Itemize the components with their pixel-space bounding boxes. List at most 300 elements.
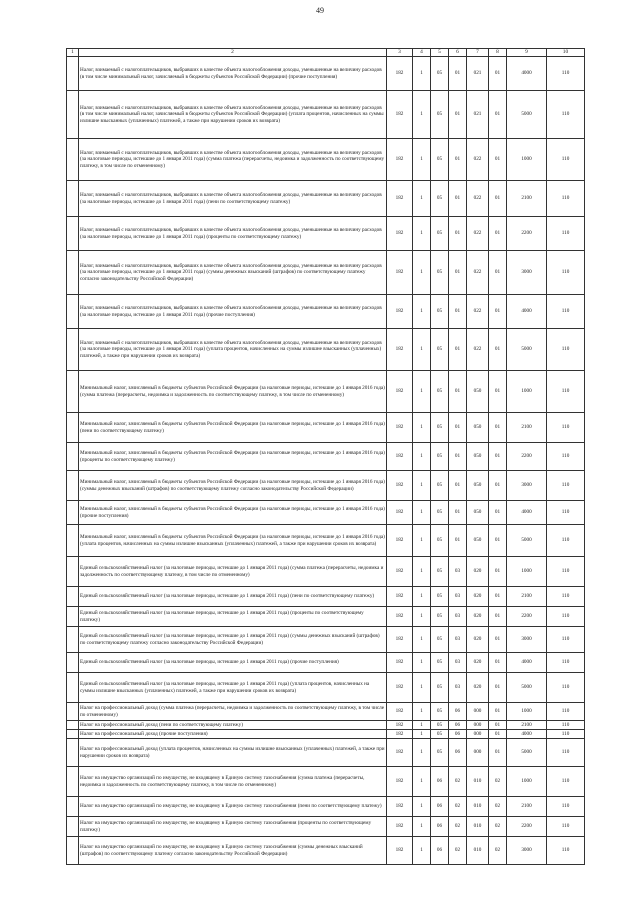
row-index-cell: [67, 443, 79, 471]
table-row: [67, 57, 585, 91]
group-code-cell: 1: [413, 739, 431, 767]
table-row: [67, 91, 585, 139]
table-row: [67, 471, 585, 501]
header-cell: 8: [489, 49, 507, 57]
group-code-cell: 1: [413, 607, 431, 627]
classification-code-cell: 110: [547, 730, 585, 739]
row-index-cell: [67, 739, 79, 767]
subtype-code-cell: 4000: [507, 730, 547, 739]
subtype-code-cell: 1000: [507, 371, 547, 413]
subgroup-code-cell: 05: [431, 251, 449, 295]
table-row: [67, 557, 585, 587]
group-code-cell: 1: [413, 653, 431, 673]
element-code-cell: 01: [489, 413, 507, 443]
subgroup-code-cell: 05: [431, 730, 449, 739]
article-code-cell: 01: [449, 57, 467, 91]
article-code-cell: 03: [449, 587, 467, 607]
subgroup-code-cell: 06: [431, 817, 449, 837]
admin-code-cell: 182: [387, 607, 413, 627]
revenue-name-cell: Минимальный налог, зачисляемый в бюджеты субъектов Российской Федерации (за налоговые периоды, истекшие до 1 января 2016 года) (сумма платежа (перерасчеты, недоимка и задолженность по соответствующему платежу, в том числе по отмененному): [79, 371, 387, 413]
row-index-cell: [67, 295, 79, 329]
revenue-name-cell: Налог на имущество организаций по имуществу, не входящему в Единую систему газоснабжения (сумма платежа (перерасчеты, недоимка и задолженность по соответствующему платежу, в том числе по отмененному): [79, 767, 387, 797]
group-code-cell: 1: [413, 767, 431, 797]
article-code-cell: 02: [449, 797, 467, 817]
classification-code-cell: 110: [547, 251, 585, 295]
table-row: [67, 181, 585, 217]
revenue-name-cell: Налог, взимаемый с налогоплательщиков, выбравших в качестве объекта налогообложения доходы, уменьшенные на величину расходов (за налоговые периоды, истекшие до 1 января 2011 года) (суммы денежных взысканий (штрафов) по соответствующему платежу согласно законодательству Российской Федерации): [79, 251, 387, 295]
admin-code-cell: 182: [387, 739, 413, 767]
subtype-code-cell: 1000: [507, 767, 547, 797]
group-code-cell: 1: [413, 217, 431, 251]
subgroup-code-cell: 05: [431, 371, 449, 413]
admin-code-cell: 182: [387, 557, 413, 587]
subgroup-code-cell: 05: [431, 181, 449, 217]
subtype-code-cell: 5000: [507, 91, 547, 139]
row-index-cell: [67, 181, 79, 217]
revenue-name-cell: Налог на имущество организаций по имуществу, не входящему в Единую систему газоснабжения (пени по соответствующему платежу): [79, 797, 387, 817]
group-code-cell: 1: [413, 501, 431, 525]
header-cell: 9: [507, 49, 547, 57]
header-cell: 4: [413, 49, 431, 57]
row-index-cell: [67, 501, 79, 525]
row-index-cell: [67, 413, 79, 443]
subarticle-code-cell: 022: [467, 181, 489, 217]
subgroup-code-cell: 06: [431, 837, 449, 865]
subarticle-code-cell: 050: [467, 413, 489, 443]
admin-code-cell: 182: [387, 837, 413, 865]
element-code-cell: 01: [489, 627, 507, 653]
subtype-code-cell: 1000: [507, 139, 547, 181]
admin-code-cell: 182: [387, 525, 413, 557]
admin-code-cell: 182: [387, 217, 413, 251]
revenue-name-cell: Единый сельскохозяйственный налог (за налоговые периоды, истекшие до 1 января 2011 года) (сумма платежа (перерасчеты, недоимка и задолженность по соответствующему платежу, в том числе по отмененному): [79, 557, 387, 587]
classification-code-cell: 110: [547, 739, 585, 767]
subtype-code-cell: 3000: [507, 627, 547, 653]
table-row: [67, 627, 585, 653]
row-index-cell: [67, 57, 79, 91]
classification-code-cell: 110: [547, 91, 585, 139]
element-code-cell: 01: [489, 721, 507, 730]
revenue-name-cell: Налог, взимаемый с налогоплательщиков, выбравших в качестве объекта налогообложения доходы, уменьшенные на величину расходов (в том числе минимальный налог, зачисляемый в бюджеты субъектов Российской Федерации) (уплата процентов, начисленных на суммы излишне взысканных (уплаченных) платежей, а также при нарушении сроков их возврата): [79, 91, 387, 139]
subgroup-code-cell: 05: [431, 673, 449, 703]
classification-code-cell: 110: [547, 627, 585, 653]
revenue-name-cell: Налог, взимаемый с налогоплательщиков, выбравших в качестве объекта налогообложения доходы, уменьшенные на величину расходов (за налоговые периоды, истекшие до 1 января 2011 года) (пени по соответствующему платежу): [79, 181, 387, 217]
group-code-cell: 1: [413, 471, 431, 501]
article-code-cell: 06: [449, 703, 467, 721]
article-code-cell: 01: [449, 217, 467, 251]
subgroup-code-cell: 05: [431, 501, 449, 525]
subgroup-code-cell: 05: [431, 721, 449, 730]
group-code-cell: 1: [413, 673, 431, 703]
revenue-name-cell: Единый сельскохозяйственный налог (за налоговые периоды, истекшие до 1 января 2011 года) (суммы денежных взысканий (штрафов) по соответствующему платежу согласно законодательству Российской Федерации): [79, 627, 387, 653]
revenue-name-cell: Минимальный налог, зачисляемый в бюджеты субъектов Российской Федерации (за налоговые периоды, истекшие до 1 января 2016 года) (пени по соответствующему платежу): [79, 413, 387, 443]
classification-code-cell: 110: [547, 295, 585, 329]
element-code-cell: 01: [489, 181, 507, 217]
subgroup-code-cell: 06: [431, 797, 449, 817]
row-index-cell: [67, 471, 79, 501]
row-index-cell: [67, 653, 79, 673]
subarticle-code-cell: 022: [467, 295, 489, 329]
group-code-cell: 1: [413, 181, 431, 217]
subtype-code-cell: 2200: [507, 443, 547, 471]
admin-code-cell: 182: [387, 817, 413, 837]
classification-code-cell: 110: [547, 139, 585, 181]
classification-code-cell: 110: [547, 703, 585, 721]
table-row: [67, 501, 585, 525]
table-row: [67, 607, 585, 627]
element-code-cell: 01: [489, 730, 507, 739]
table-row: [67, 797, 585, 817]
group-code-cell: 1: [413, 817, 431, 837]
group-code-cell: 1: [413, 721, 431, 730]
subarticle-code-cell: 010: [467, 797, 489, 817]
subarticle-code-cell: 022: [467, 329, 489, 371]
revenue-name-cell: Налог, взимаемый с налогоплательщиков, выбравших в качестве объекта налогообложения доходы, уменьшенные на величину расходов (в том числе минимальный налог, зачисляемый в бюджеты субъектов Российской Федерации) (прочие поступления): [79, 57, 387, 91]
admin-code-cell: 182: [387, 91, 413, 139]
revenue-name-cell: Минимальный налог, зачисляемый в бюджеты субъектов Российской Федерации (за налоговые периоды, истекшие до 1 января 2016 года) (суммы денежных взысканий (штрафов) по соответствующему платежу согласно законодательству Российской Федерации): [79, 471, 387, 501]
element-code-cell: 01: [489, 501, 507, 525]
element-code-cell: 01: [489, 739, 507, 767]
revenue-name-cell: Единый сельскохозяйственный налог (за налоговые периоды, истекшие до 1 января 2011 года) (проценты по соответствующему платежу): [79, 607, 387, 627]
admin-code-cell: 182: [387, 443, 413, 471]
subtype-code-cell: 4000: [507, 295, 547, 329]
subgroup-code-cell: 05: [431, 703, 449, 721]
article-code-cell: 03: [449, 627, 467, 653]
subarticle-code-cell: 000: [467, 739, 489, 767]
admin-code-cell: 182: [387, 587, 413, 607]
table-row: [67, 817, 585, 837]
table-row: [67, 673, 585, 703]
row-index-cell: [67, 557, 79, 587]
revenue-name-cell: Минимальный налог, зачисляемый в бюджеты субъектов Российской Федерации (за налоговые периоды, истекшие до 1 января 2016 года) (уплата процентов, начисленных на суммы излишне взысканных (уплаченных) платежей, а также при нарушении сроков их возврата): [79, 525, 387, 557]
article-code-cell: 06: [449, 730, 467, 739]
subtype-code-cell: 5000: [507, 739, 547, 767]
group-code-cell: 1: [413, 837, 431, 865]
element-code-cell: 01: [489, 653, 507, 673]
article-code-cell: 01: [449, 525, 467, 557]
article-code-cell: 03: [449, 653, 467, 673]
admin-code-cell: 182: [387, 703, 413, 721]
table-row: [67, 251, 585, 295]
subarticle-code-cell: 050: [467, 443, 489, 471]
subgroup-code-cell: 05: [431, 525, 449, 557]
admin-code-cell: 182: [387, 413, 413, 443]
header-cell: 6: [449, 49, 467, 57]
classification-code-cell: 110: [547, 797, 585, 817]
subarticle-code-cell: 022: [467, 139, 489, 181]
element-code-cell: 01: [489, 703, 507, 721]
classification-code-cell: 110: [547, 413, 585, 443]
classification-code-cell: 110: [547, 217, 585, 251]
revenue-name-cell: Налог, взимаемый с налогоплательщиков, выбравших в качестве объекта налогообложения доходы, уменьшенные на величину расходов (за налоговые периоды, истекшие до 1 января 2011 года) (проценты по соответствующему платежу): [79, 217, 387, 251]
subtype-code-cell: 3000: [507, 837, 547, 865]
group-code-cell: 1: [413, 329, 431, 371]
subtype-code-cell: 2200: [507, 217, 547, 251]
article-code-cell: 01: [449, 443, 467, 471]
group-code-cell: 1: [413, 295, 431, 329]
group-code-cell: 1: [413, 139, 431, 181]
element-code-cell: 02: [489, 767, 507, 797]
header-cell: 1: [67, 49, 79, 57]
subtype-code-cell: 3000: [507, 471, 547, 501]
subarticle-code-cell: 020: [467, 587, 489, 607]
classification-code-cell: 110: [547, 587, 585, 607]
group-code-cell: 1: [413, 413, 431, 443]
classification-code-cell: 110: [547, 471, 585, 501]
subgroup-code-cell: 05: [431, 443, 449, 471]
subarticle-code-cell: 000: [467, 721, 489, 730]
subgroup-code-cell: 05: [431, 57, 449, 91]
revenue-name-cell: Налог, взимаемый с налогоплательщиков, выбравших в качестве объекта налогообложения доходы, уменьшенные на величину расходов (за налоговые периоды, истекшие до 1 января 2011 года) (прочие поступления): [79, 295, 387, 329]
subtype-code-cell: 4000: [507, 653, 547, 673]
article-code-cell: 01: [449, 371, 467, 413]
subgroup-code-cell: 05: [431, 413, 449, 443]
row-index-cell: [67, 329, 79, 371]
subtype-code-cell: 2200: [507, 817, 547, 837]
element-code-cell: 01: [489, 329, 507, 371]
admin-code-cell: 182: [387, 371, 413, 413]
subgroup-code-cell: 05: [431, 329, 449, 371]
subgroup-code-cell: 05: [431, 91, 449, 139]
revenue-name-cell: Налог, взимаемый с налогоплательщиков, выбравших в качестве объекта налогообложения доходы, уменьшенные на величину расходов (за налоговые периоды, истекшие до 1 января 2011 года) (сумма платежа (перерасчеты, недоимка и задолженность по соответствующему платежу, в том числе по отмененному): [79, 139, 387, 181]
subarticle-code-cell: 020: [467, 607, 489, 627]
group-code-cell: 1: [413, 251, 431, 295]
subarticle-code-cell: 022: [467, 251, 489, 295]
table-row: [67, 443, 585, 471]
admin-code-cell: 182: [387, 181, 413, 217]
element-code-cell: 01: [489, 607, 507, 627]
row-index-cell: [67, 817, 79, 837]
classification-code-cell: 110: [547, 653, 585, 673]
revenue-name-cell: Налог на профессиональный доход (прочие поступления): [79, 730, 387, 739]
row-index-cell: [67, 251, 79, 295]
table-row: [67, 837, 585, 865]
subgroup-code-cell: 05: [431, 217, 449, 251]
subtype-code-cell: 2100: [507, 181, 547, 217]
subtype-code-cell: 1000: [507, 703, 547, 721]
row-index-cell: [67, 767, 79, 797]
group-code-cell: 1: [413, 525, 431, 557]
subtype-code-cell: 3000: [507, 251, 547, 295]
admin-code-cell: 182: [387, 57, 413, 91]
article-code-cell: 03: [449, 673, 467, 703]
element-code-cell: 01: [489, 525, 507, 557]
article-code-cell: 02: [449, 767, 467, 797]
group-code-cell: 1: [413, 57, 431, 91]
article-code-cell: 06: [449, 739, 467, 767]
element-code-cell: 02: [489, 817, 507, 837]
row-index-cell: [67, 730, 79, 739]
subarticle-code-cell: 000: [467, 703, 489, 721]
subarticle-code-cell: 020: [467, 627, 489, 653]
admin-code-cell: 182: [387, 673, 413, 703]
admin-code-cell: 182: [387, 329, 413, 371]
header-cell: 5: [431, 49, 449, 57]
header-cell: 10: [547, 49, 585, 57]
classification-code-cell: 110: [547, 443, 585, 471]
classification-code-cell: 110: [547, 181, 585, 217]
element-code-cell: 01: [489, 295, 507, 329]
header-cell: 7: [467, 49, 489, 57]
classification-code-cell: 110: [547, 607, 585, 627]
subgroup-code-cell: 05: [431, 587, 449, 607]
article-code-cell: 02: [449, 817, 467, 837]
article-code-cell: 01: [449, 251, 467, 295]
group-code-cell: 1: [413, 557, 431, 587]
classification-code-cell: 110: [547, 557, 585, 587]
table-row: [67, 767, 585, 797]
element-code-cell: 01: [489, 587, 507, 607]
subtype-code-cell: 4000: [507, 57, 547, 91]
subarticle-code-cell: 050: [467, 371, 489, 413]
admin-code-cell: 182: [387, 501, 413, 525]
row-index-cell: [67, 525, 79, 557]
classification-code-cell: 110: [547, 837, 585, 865]
subgroup-code-cell: 06: [431, 767, 449, 797]
subgroup-code-cell: 05: [431, 139, 449, 181]
article-code-cell: 02: [449, 837, 467, 865]
row-index-cell: [67, 371, 79, 413]
admin-code-cell: 182: [387, 767, 413, 797]
article-code-cell: 01: [449, 329, 467, 371]
row-index-cell: [67, 587, 79, 607]
subarticle-code-cell: 010: [467, 767, 489, 797]
admin-code-cell: 182: [387, 295, 413, 329]
group-code-cell: 1: [413, 797, 431, 817]
element-code-cell: 01: [489, 251, 507, 295]
classification-code-cell: 110: [547, 57, 585, 91]
table-row: [67, 329, 585, 371]
group-code-cell: 1: [413, 587, 431, 607]
element-code-cell: 01: [489, 57, 507, 91]
admin-code-cell: 182: [387, 139, 413, 181]
subtype-code-cell: 2100: [507, 413, 547, 443]
subarticle-code-cell: 021: [467, 57, 489, 91]
row-index-cell: [67, 607, 79, 627]
article-code-cell: 01: [449, 181, 467, 217]
subarticle-code-cell: 020: [467, 557, 489, 587]
article-code-cell: 03: [449, 557, 467, 587]
element-code-cell: 01: [489, 139, 507, 181]
table-row: [67, 525, 585, 557]
classification-code-cell: 110: [547, 501, 585, 525]
classification-code-cell: 110: [547, 329, 585, 371]
admin-code-cell: 182: [387, 627, 413, 653]
table-row: [67, 703, 585, 721]
row-index-cell: [67, 837, 79, 865]
subtype-code-cell: 2100: [507, 721, 547, 730]
classification-code-cell: 110: [547, 767, 585, 797]
subarticle-code-cell: 050: [467, 501, 489, 525]
row-index-cell: [67, 91, 79, 139]
subarticle-code-cell: 022: [467, 217, 489, 251]
row-index-cell: [67, 139, 79, 181]
article-code-cell: 01: [449, 413, 467, 443]
subtype-code-cell: 1000: [507, 557, 547, 587]
group-code-cell: 1: [413, 627, 431, 653]
admin-code-cell: 182: [387, 471, 413, 501]
revenue-name-cell: Минимальный налог, зачисляемый в бюджеты субъектов Российской Федерации (за налоговые периоды, истекшие до 1 января 2016 года) (проценты по соответствующему платежу): [79, 443, 387, 471]
element-code-cell: 01: [489, 217, 507, 251]
table-row: [67, 587, 585, 607]
table-row: [67, 295, 585, 329]
subarticle-code-cell: 010: [467, 837, 489, 865]
group-code-cell: 1: [413, 371, 431, 413]
table-row: [67, 721, 585, 730]
budget-classification-table: [66, 48, 585, 865]
table-row: [67, 217, 585, 251]
element-code-cell: 01: [489, 557, 507, 587]
table-row: [67, 139, 585, 181]
article-code-cell: 01: [449, 91, 467, 139]
table-row: [67, 653, 585, 673]
subgroup-code-cell: 05: [431, 607, 449, 627]
classification-code-cell: 110: [547, 673, 585, 703]
element-code-cell: 01: [489, 443, 507, 471]
revenue-name-cell: Налог, взимаемый с налогоплательщиков, выбравших в качестве объекта налогообложения доходы, уменьшенные на величину расходов (за налоговые периоды, истекшие до 1 января 2011 года) (уплата процентов, начисленных на суммы излишне взысканных (уплаченных) платежей, а также при нарушении сроков их возврата): [79, 329, 387, 371]
subarticle-code-cell: 050: [467, 525, 489, 557]
row-index-cell: [67, 627, 79, 653]
revenue-name-cell: Налог на профессиональный доход (сумма платежа (перерасчеты, недоимка и задолженность по соответствующему платежу, в том числе по отмененному): [79, 703, 387, 721]
table-row: [67, 730, 585, 739]
table-row: [67, 371, 585, 413]
revenue-name-cell: Единый сельскохозяйственный налог (за налоговые периоды, истекшие до 1 января 2011 года) (пени по соответствующему платежу): [79, 587, 387, 607]
subtype-code-cell: 4000: [507, 501, 547, 525]
row-index-cell: [67, 673, 79, 703]
subtype-code-cell: 2100: [507, 797, 547, 817]
revenue-name-cell: Налог на профессиональный доход (пени по соответствующему платежу): [79, 721, 387, 730]
revenue-name-cell: Минимальный налог, зачисляемый в бюджеты субъектов Российской Федерации (за налоговые периоды, истекшие до 1 января 2016 года) (прочие поступления): [79, 501, 387, 525]
article-code-cell: 01: [449, 471, 467, 501]
classification-code-cell: 110: [547, 525, 585, 557]
revenue-name-cell: Налог на профессиональный доход (уплата процентов, начисленных на суммы излишне взысканных (уплаченных) платежей, а также при нарушении сроков их возврата): [79, 739, 387, 767]
group-code-cell: 1: [413, 730, 431, 739]
subarticle-code-cell: 020: [467, 653, 489, 673]
revenue-name-cell: Единый сельскохозяйственный налог (за налоговые периоды, истекшие до 1 января 2011 года) (прочие поступления): [79, 653, 387, 673]
subarticle-code-cell: 010: [467, 817, 489, 837]
subgroup-code-cell: 05: [431, 295, 449, 329]
subarticle-code-cell: 020: [467, 673, 489, 703]
table-row: [67, 413, 585, 443]
article-code-cell: 01: [449, 501, 467, 525]
row-index-cell: [67, 797, 79, 817]
classification-code-cell: 110: [547, 371, 585, 413]
header-cell: 2: [79, 49, 387, 57]
group-code-cell: 1: [413, 91, 431, 139]
subtype-code-cell: 5000: [507, 329, 547, 371]
subgroup-code-cell: 05: [431, 471, 449, 501]
row-index-cell: [67, 703, 79, 721]
subarticle-code-cell: 021: [467, 91, 489, 139]
page-number: 49: [316, 6, 324, 15]
article-code-cell: 06: [449, 721, 467, 730]
subtype-code-cell: 5000: [507, 525, 547, 557]
admin-code-cell: 182: [387, 251, 413, 295]
revenue-name-cell: Налог на имущество организаций по имуществу, не входящему в Единую систему газоснабжения (проценты по соответствующему платежу): [79, 817, 387, 837]
admin-code-cell: 182: [387, 653, 413, 673]
element-code-cell: 01: [489, 673, 507, 703]
subgroup-code-cell: 05: [431, 557, 449, 587]
subtype-code-cell: 5000: [507, 673, 547, 703]
group-code-cell: 1: [413, 443, 431, 471]
subgroup-code-cell: 05: [431, 653, 449, 673]
header-cell: 3: [387, 49, 413, 57]
element-code-cell: 01: [489, 471, 507, 501]
article-code-cell: 01: [449, 139, 467, 181]
subarticle-code-cell: 050: [467, 471, 489, 501]
admin-code-cell: 182: [387, 730, 413, 739]
element-code-cell: 01: [489, 91, 507, 139]
